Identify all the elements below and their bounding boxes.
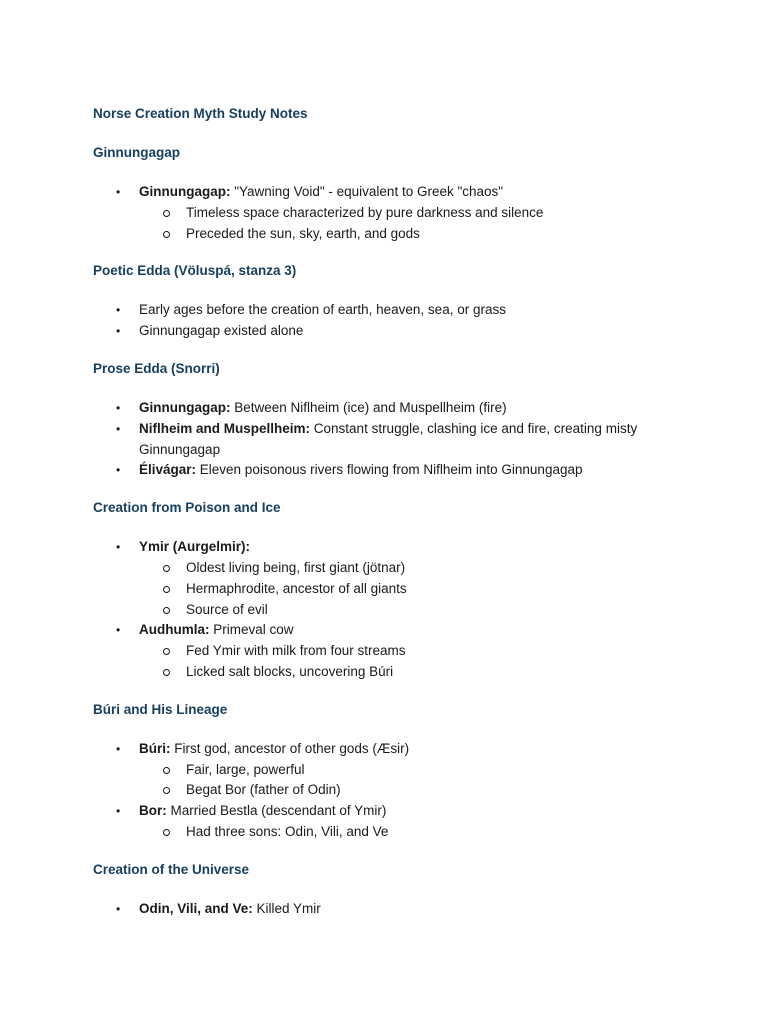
list-item xyxy=(93,182,673,244)
sub-item-text: Source of evil xyxy=(186,601,268,617)
sub-list-item xyxy=(93,760,673,781)
item-text: First god, ancestor of other gods (Æsir) xyxy=(170,740,410,756)
item-term: Audhumla: xyxy=(139,622,210,638)
item-text: Between Niflheim (ice) and Muspellheim (fire) xyxy=(230,399,507,415)
list-item xyxy=(93,300,673,321)
bullet-icon: • xyxy=(116,185,121,199)
sub-list-item xyxy=(93,579,673,600)
sub-item-text: Had three sons: Odin, Vili, and Ve xyxy=(186,823,389,839)
bullet-icon: • xyxy=(116,623,121,638)
bullet-icon: • xyxy=(116,901,121,916)
bullet-icon: • xyxy=(116,540,121,555)
item-text: Married Bestla (descendant of Ymir) xyxy=(166,803,387,819)
circle-bullet-icon xyxy=(163,607,170,614)
sub-list-item xyxy=(93,822,673,843)
circle-bullet-icon xyxy=(163,586,170,593)
list-item xyxy=(93,620,673,682)
sub-item-text: Fed Ymir with milk from four streams xyxy=(186,643,406,659)
sub-item-text: Timeless space characterized by pure darkness and silence xyxy=(186,204,544,220)
sub-item-text: Begat Bor (father of Odin) xyxy=(186,782,341,798)
circle-bullet-icon xyxy=(163,565,170,572)
sub-list-item xyxy=(93,662,673,683)
section-heading: Creation from Poison and Ice xyxy=(93,500,281,516)
sub-list-item xyxy=(93,558,673,579)
document-title: Norse Creation Myth Study Notes xyxy=(93,106,308,121)
sub-item-text: Licked salt blocks, uncovering Búri xyxy=(186,663,394,679)
bullet-list xyxy=(93,300,673,342)
bullet-icon: • xyxy=(116,741,121,756)
bullet-icon: • xyxy=(116,324,121,339)
circle-bullet-icon xyxy=(163,787,170,794)
sub-list-item xyxy=(93,203,673,224)
notes-body xyxy=(93,104,673,937)
bullet-icon: • xyxy=(116,400,121,415)
sub-list xyxy=(139,822,673,843)
circle-bullet-icon xyxy=(163,767,170,774)
item-text: Killed Ymir xyxy=(252,900,321,916)
list-item xyxy=(93,321,673,342)
sub-list xyxy=(139,641,673,683)
list-item xyxy=(93,537,673,620)
section-heading: Poetic Edda (Völuspá, stanza 3) xyxy=(93,263,297,279)
bullet-list xyxy=(93,182,673,244)
bullet-list xyxy=(93,537,673,683)
circle-bullet-icon xyxy=(163,210,170,217)
list-item xyxy=(93,419,673,461)
item-text: Ginnungagap existed alone xyxy=(139,323,304,339)
item-term: Ginnungagap: xyxy=(139,399,231,415)
item-term: Búri: xyxy=(139,740,171,756)
item-text: Early ages before the creation of earth, heaven, sea, or grass xyxy=(139,302,506,318)
sub-list xyxy=(139,558,673,620)
bullet-icon: • xyxy=(116,421,121,436)
bullet-list xyxy=(93,739,673,843)
bullet-icon: • xyxy=(116,804,121,819)
item-term: Ymir (Aurgelmir): xyxy=(139,539,251,555)
sub-item-text: Preceded the sun, sky, earth, and gods xyxy=(186,225,420,241)
section-heading: Búri and His Lineage xyxy=(93,701,228,717)
sections-container xyxy=(93,143,673,920)
list-item xyxy=(93,398,673,419)
circle-bullet-icon xyxy=(163,648,170,655)
section-heading: Ginnungagap xyxy=(93,145,180,160)
item-text: Primeval cow xyxy=(209,622,294,638)
sub-list-item xyxy=(93,641,673,662)
sub-item-text: Oldest living being, first giant (jötnar) xyxy=(186,559,406,575)
bullet-list xyxy=(93,398,673,481)
circle-bullet-icon xyxy=(163,231,170,238)
item-text: Eleven poisonous rivers flowing from Niflheim into Ginnungagap xyxy=(196,462,583,478)
list-item xyxy=(93,460,673,481)
item-text: "Yawning Void" - equivalent to Greek "chaos" xyxy=(230,184,504,199)
sub-list xyxy=(139,760,673,802)
sub-item-text: Hermaphrodite, ancestor of all giants xyxy=(186,580,407,596)
item-text: Constant struggle, clashing ice and fire, creating misty Ginnungagap xyxy=(139,420,638,457)
section-heading: Prose Edda (Snorri) xyxy=(93,360,220,376)
list-item xyxy=(93,739,673,801)
item-term: Ginnungagap: xyxy=(139,184,231,199)
item-term: Bor: xyxy=(139,803,167,819)
sub-list-item xyxy=(93,780,673,801)
item-term: Élivágar: xyxy=(139,462,197,478)
bullet-icon: • xyxy=(116,463,121,478)
circle-bullet-icon xyxy=(163,829,170,836)
item-term: Odin, Vili, and Ve: xyxy=(139,900,253,916)
sub-list xyxy=(139,203,673,245)
circle-bullet-icon xyxy=(163,669,170,676)
sub-list-item xyxy=(93,600,673,621)
sub-list-item xyxy=(93,224,673,245)
list-item xyxy=(93,801,673,843)
section-heading: Creation of the Universe xyxy=(93,861,250,877)
bullet-icon: • xyxy=(116,303,121,318)
item-term: Niflheim and Muspellheim: xyxy=(139,420,311,436)
sub-item-text: Fair, large, powerful xyxy=(186,761,305,777)
bullet-list xyxy=(93,899,673,920)
list-item xyxy=(93,899,673,920)
